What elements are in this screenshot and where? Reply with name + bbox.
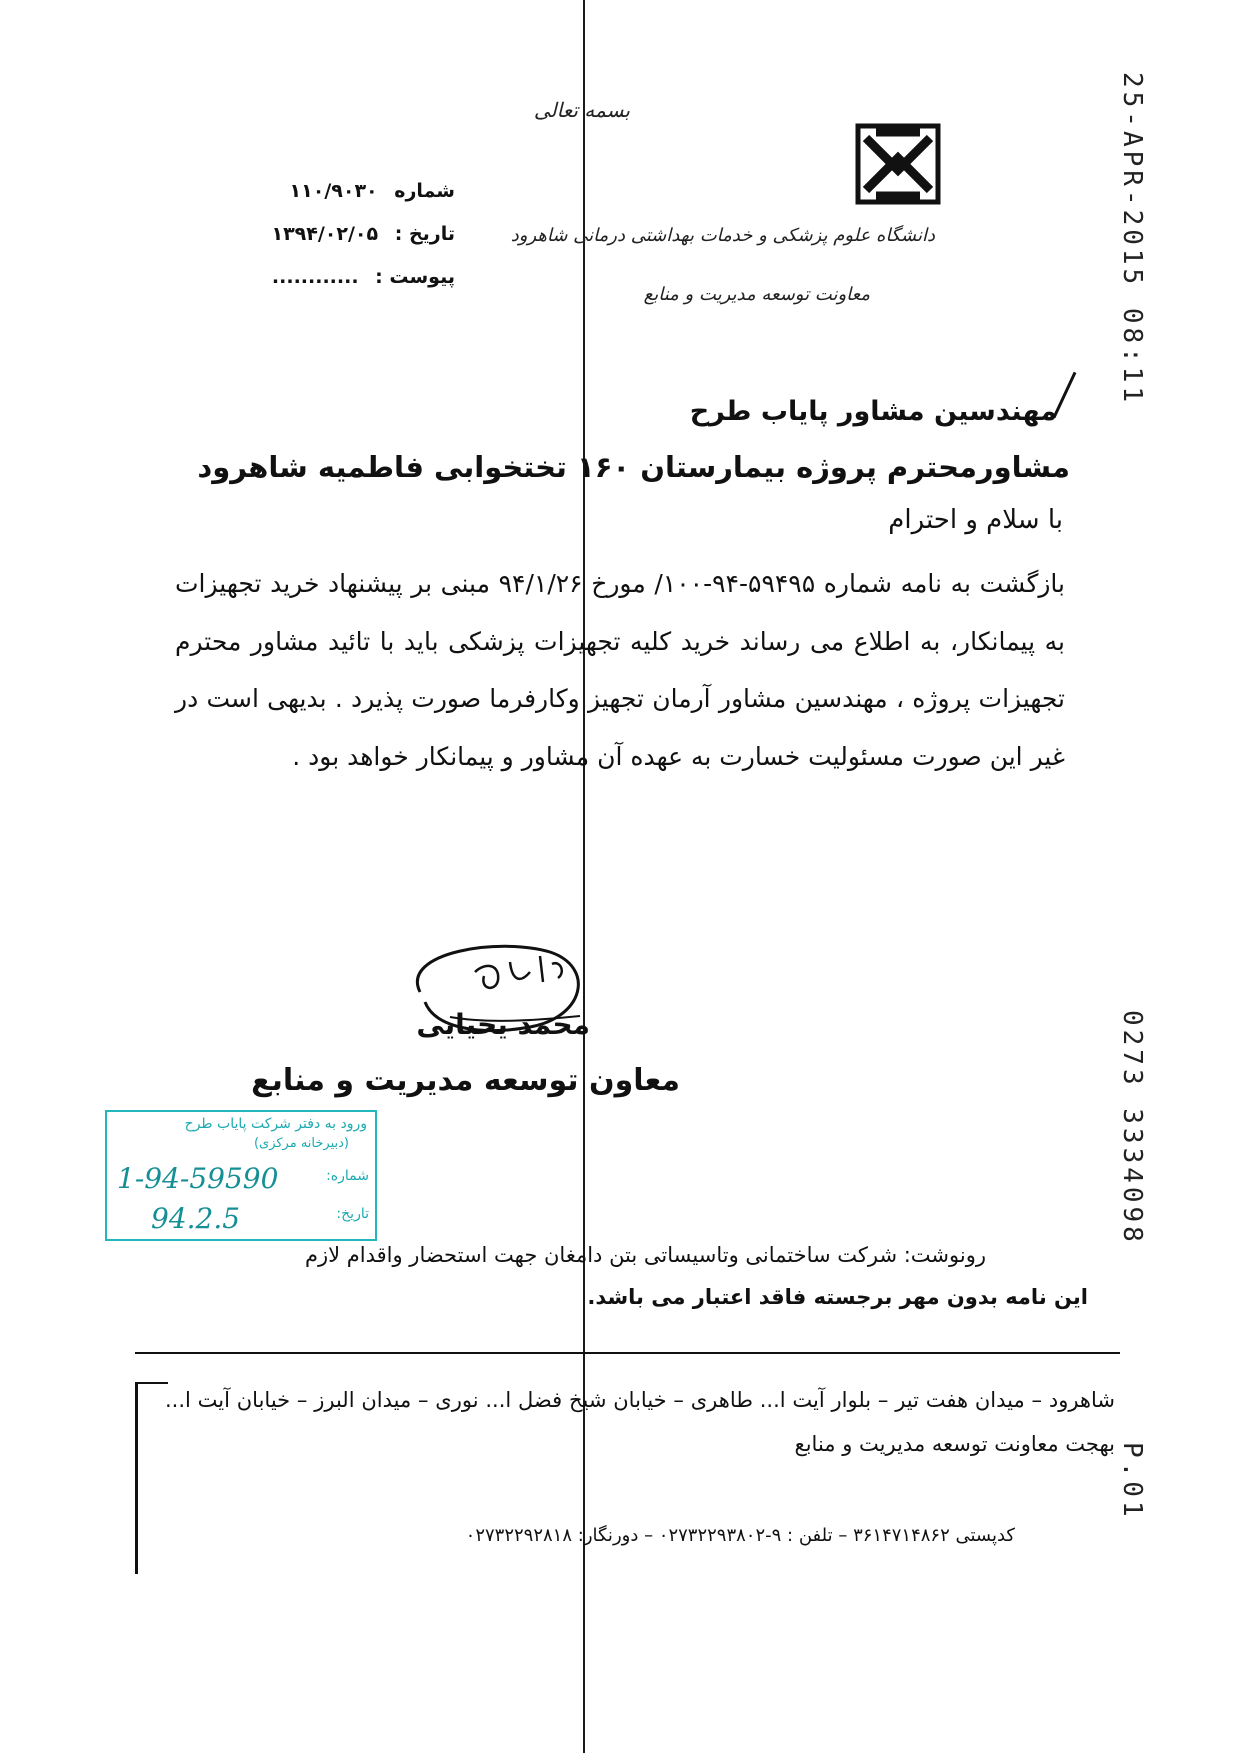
fax-page-number: P.01 — [1117, 1442, 1147, 1521]
letter-subject: مشاورمحترم پروژه بیمارستان ۱۶۰ تختخوابی فاطمیه شاهرود — [197, 450, 1070, 484]
letter-recipient: مهندسین مشاور پایاب طرح — [689, 396, 1057, 427]
letter-greeting: با سلام و احترام — [888, 505, 1063, 535]
validity-note: این نامه بدون مهر برجسته فاقد اعتبار می باشد. — [587, 1285, 1088, 1309]
footer-address: شاهرود – میدان هفت تیر – بلوار آیت ا... طاهری – خیابان شیخ فضل ا... نوری – میدان البرز – خیابان آیت ا... بهجت معاونت توسعه مدیریت و منابع — [165, 1388, 1115, 1456]
letter-number-label: شماره — [394, 180, 455, 202]
handwritten-note: بسمه تعالی — [533, 98, 630, 122]
scan-fold-line — [583, 0, 585, 1753]
letter-attachment — [272, 266, 455, 288]
carbon-copy-note: رونوشت: شرکت ساختمانی وتاسیساتی بتن دامغان جهت استحضار واقدام لازم — [304, 1243, 986, 1267]
letter-number-value: ۱۱۰/۹۰۳۰ — [289, 180, 378, 202]
fax-phone-number: 0273 3334098 — [1117, 1010, 1147, 1246]
letter-date-value: ۱۳۹۴/۰۲/۰۵ — [271, 223, 379, 245]
stamp-number-value: 1-94-59590 — [117, 1162, 279, 1195]
letter-number — [290, 180, 455, 202]
stamp-header: ورود به دفتر شرکت پایاب طرح — [184, 1116, 367, 1132]
stamp-number-label: شماره: — [326, 1168, 369, 1184]
stamp-date-value: 94.2.5 — [151, 1202, 241, 1235]
signatory-title: معاون توسعه مدیریت و منابع — [251, 1063, 680, 1098]
signatory-name: محمد یحیایی — [416, 1008, 590, 1041]
stamp-subheader: (دبیرخانه مرکزی) — [253, 1136, 349, 1151]
footer-frame-corner — [138, 1382, 168, 1384]
letter-body: بازگشت به نامه شماره ۵۹۴۹۵-۹۴-۱۰۰/ مورخ ۹۴/۱/۲۶ مبنی بر پیشنهاد خرید تجهیزات به پیمانکار، به اطلاع می رساند خرید کلیه تجهیزات پزشکی باید با تائید مشاور محترم تجهیزات پروژه ، مهندسین مشاور آرمان تجهیز وکارفرما صورت پذیرد . بدیهی است در غیر این صورت مسئولیت خسارت به عهده آن مشاور و پیمانکار خواهد بود . — [175, 569, 1065, 771]
letter-attachment-value: ............ — [271, 266, 359, 288]
letter-attachment-label: پیوست : — [375, 266, 455, 288]
stamp-date-label: تاریخ: — [336, 1206, 369, 1222]
university-logo-icon — [848, 118, 948, 210]
fax-header-timestamp: 25-APR-2015 08:11 — [1117, 72, 1147, 407]
letterhead-university-name: دانشگاه علوم پزشکی و خدمات بهداشتی درمانی شاهرود — [510, 225, 935, 246]
footer-frame-edge — [135, 1382, 138, 1574]
received-stamp — [105, 1110, 377, 1241]
letter-date-label: تاریخ : — [394, 223, 455, 245]
letter-date — [271, 223, 455, 245]
footer-contact: کدپستی ۳۶۱۴۷۱۴۸۶۲ – تلفن : ۹-۰۲۷۳۲۲۹۳۸۰۲ – دورنگار: ۰۲۷۳۲۲۹۲۸۱۸ — [465, 1525, 1015, 1546]
letterhead-department: معاونت توسعه مدیریت و منابع — [643, 284, 870, 305]
footer-divider — [135, 1352, 1120, 1354]
